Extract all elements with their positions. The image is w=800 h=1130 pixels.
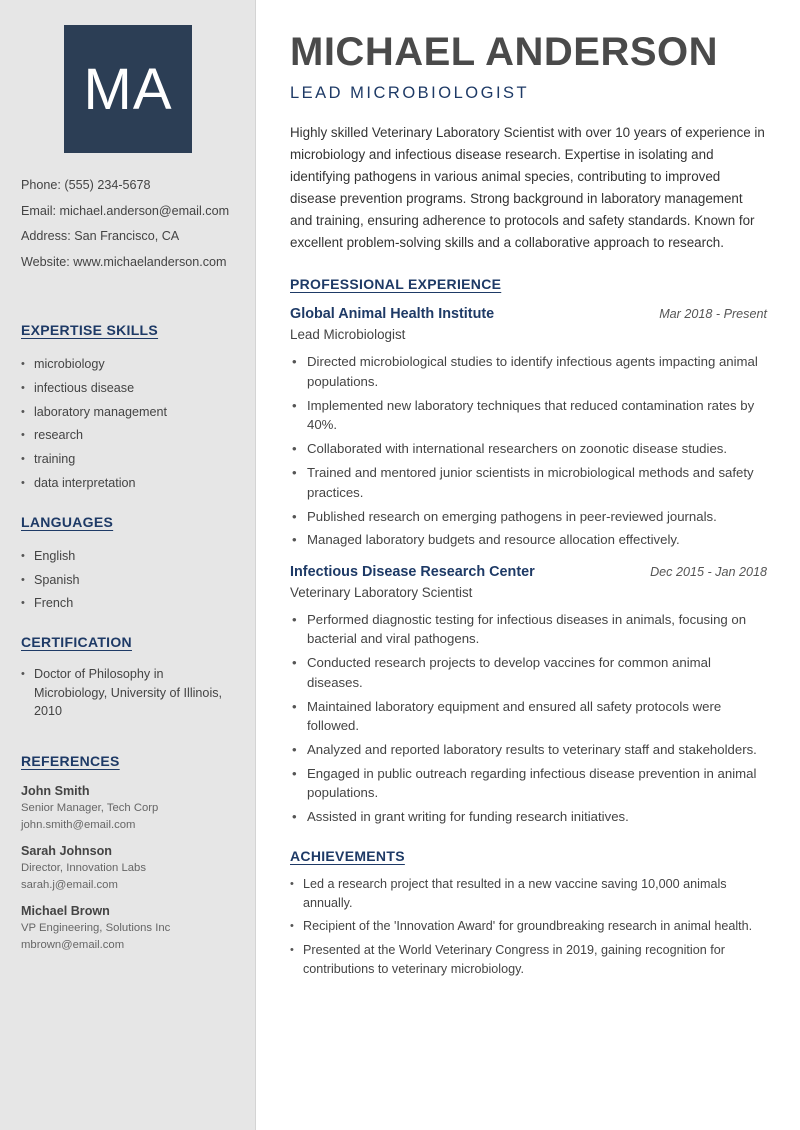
languages-list [21, 545, 255, 616]
achievement-item: • Presented at the World Veterinary Congress in 2019, gaining recognition for contributions to veterinary microbiology. [290, 941, 767, 979]
achievement-item: • Recipient of the 'Innovation Award' for groundbreaking research in animal health. [290, 917, 767, 936]
job-bullet: • Conducted research projects to develop vaccines for common animal diseases. [290, 653, 767, 692]
job-bullet: • Maintained laboratory equipment and ensured all safety protocols were followed. [290, 697, 767, 736]
reference-name: John Smith [21, 783, 90, 798]
job-dates: Dec 2015 - Jan 2018 [650, 564, 767, 579]
certification-heading: CERTIFICATION [21, 634, 132, 651]
job-entry [290, 564, 767, 827]
sidebar [0, 0, 256, 1130]
reference-name: Sarah Johnson [21, 843, 112, 858]
achievements-list [290, 875, 767, 979]
job-entry [290, 306, 767, 549]
reference-name: Michael Brown [21, 903, 110, 918]
contact-website: Website: www.michaelanderson.com [21, 254, 227, 269]
skill-item: • training [21, 448, 255, 472]
reference-item [21, 782, 255, 834]
language-item: • French [21, 592, 255, 616]
job-company: Infectious Disease Research Center [290, 563, 535, 580]
job-header [290, 306, 767, 322]
job-bullet: • Managed laboratory budgets and resource allocation effectively. [290, 530, 767, 550]
main-content [256, 0, 800, 1130]
reference-item [21, 902, 255, 954]
reference-role: VP Engineering, Solutions Inc [21, 921, 171, 934]
job-role: Lead Microbiologist [290, 327, 406, 343]
reference-role: Director, Innovation Labs [21, 861, 146, 874]
skill-item: • data interpretation [21, 472, 255, 496]
monogram-logo: MA [64, 25, 192, 153]
profile-summary: Highly skilled Veterinary Laboratory Scientist with over 10 years of experience in microbiology and infectious disease research. Expertise in isolating and identifying pathogens in various animal species, contributing to improved disease prevention programs. Strong background in laboratory management and training, ensuring adherence to protocols and safety standards. Known for excellent problem-solving skills and a collaborative approach to research. [290, 125, 765, 250]
references-list [21, 782, 255, 954]
job-company: Global Animal Health Institute [290, 306, 495, 323]
job-dates: Mar 2018 - Present [659, 307, 767, 322]
certification-item: • Doctor of Philosophy in Microbiology, University of Illinois, 2010 [21, 665, 231, 721]
skill-item: • microbiology [21, 353, 255, 377]
language-item: • Spanish [21, 569, 255, 593]
reference-email: john.smith@email.com [21, 818, 136, 831]
achievement-item: • Led a research project that resulted in a new vaccine saving 10,000 animals annually. [290, 875, 767, 913]
language-item: • English [21, 545, 255, 569]
job-bullet: • Trained and mentored junior scientists in microbiological methods and safety practices. [290, 463, 767, 502]
certification-list [21, 665, 255, 721]
job-bullets [290, 352, 767, 549]
contact-info [21, 173, 255, 275]
candidate-name: MICHAEL ANDERSON [290, 30, 719, 74]
achievements-heading: ACHIEVEMENTS [290, 847, 405, 864]
job-bullet: • Collaborated with international researchers on zoonotic disease studies. [290, 439, 767, 459]
job-bullet: • Published research on emerging pathogens in peer-reviewed journals. [290, 507, 767, 527]
contact-email: Email: michael.anderson@email.com [21, 203, 230, 218]
references-heading: REFERENCES [21, 752, 120, 769]
experience-heading: PROFESSIONAL EXPERIENCE [290, 276, 502, 293]
skill-item: • research [21, 424, 255, 448]
job-bullets [290, 610, 767, 827]
job-bullet: • Analyzed and reported laboratory results to veterinary staff and stakeholders. [290, 740, 767, 760]
skills-heading: EXPERTISE SKILLS [21, 322, 159, 338]
contact-address: Address: San Francisco, CA [21, 229, 180, 243]
job-bullet: • Performed diagnostic testing for infectious diseases in animals, focusing on bacterial and viral pathogens. [290, 610, 767, 649]
job-bullet: • Implemented new laboratory techniques that reduced contamination rates by 40%. [290, 396, 767, 435]
reference-role: Senior Manager, Tech Corp [21, 801, 159, 814]
skills-list [21, 353, 255, 496]
reference-email: sarah.j@email.com [21, 878, 118, 891]
skill-item: • infectious disease [21, 377, 255, 401]
job-role: Veterinary Laboratory Scientist [290, 584, 473, 600]
job-bullet: • Directed microbiological studies to identify infectious agents impacting animal populations. [290, 352, 767, 391]
languages-heading: LANGUAGES [21, 513, 114, 530]
job-header [290, 564, 767, 580]
job-bullet: • Engaged in public outreach regarding infectious disease prevention in animal populations. [290, 764, 767, 803]
candidate-title: LEAD MICROBIOLOGIST [290, 84, 530, 102]
reference-email: mbrown@email.com [21, 938, 125, 951]
reference-item [21, 842, 255, 894]
skill-item: • laboratory management [21, 401, 255, 425]
contact-phone: Phone: (555) 234-5678 [21, 178, 151, 192]
job-bullet: • Assisted in grant writing for funding research initiatives. [290, 807, 767, 827]
